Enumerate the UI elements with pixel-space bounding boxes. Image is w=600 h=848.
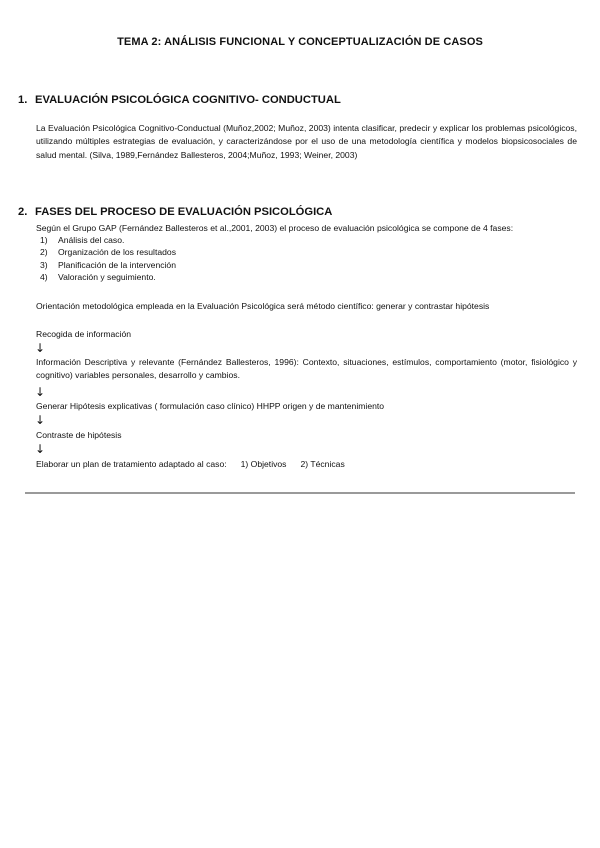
step-plan: [36, 458, 345, 470]
step-contraste: Contraste de hipótesis: [36, 430, 122, 440]
list-item: 2) Organización de los resultados: [40, 247, 176, 258]
list-item: 3) Planificación de la intervención: [40, 259, 176, 270]
step-informacion: Información Descriptiva y relevante (Fernández Ballesteros, 1996): Contexto, situaciones, estímulos, comportamiento (motor, fisiológico y cognitivo) variables personales, desarrollo y cambios.: [36, 357, 577, 380]
step-plan-objetivos: 1) Objetivos: [240, 459, 287, 469]
orientation-text: Orientación metodológica empleada en la Evaluación Psicológica será método científico: generar y contrastar hipótesis: [36, 301, 490, 311]
step-recogida: Recogida de información: [36, 329, 132, 339]
horizontal-divider: [25, 492, 575, 494]
section-2-number: 2.: [18, 206, 28, 218]
section-2-intro: Según el Grupo GAP (Fernández Ballesteros et al.,2001, 2003) el proceso de evaluación psicológica se compone de 4 fases:: [36, 223, 514, 233]
down-arrow-icon: ↓: [35, 385, 46, 399]
down-arrow-icon: ↓: [35, 442, 46, 456]
phases-list: [36, 234, 176, 284]
list-item: 4) Valoración y seguimiento.: [40, 272, 156, 283]
section-1-paragraph: La Evaluación Psicológica Cognitivo-Conductual (Muñoz,2002; Muñoz, 2003) intenta clasificar, predecir y explicar los problemas psicológicos, utilizando múltiples estrategias de evaluación, y caracterizándose por el uso de una metodología científica y modelos biopsicosociales de salud mental. (Silva, 1989,Fernández Ballesteros, 2004;Muñoz, 1993; Weiner, 2003): [36, 123, 577, 160]
section-2-heading: [18, 206, 332, 218]
list-item: 1) Análisis del caso.: [40, 235, 125, 245]
step-plan-tecnicas: 2) Técnicas: [300, 459, 345, 469]
section-1-heading: [18, 94, 341, 106]
down-arrow-icon: ↓: [35, 341, 46, 355]
section-1-title: EVALUACIÓN PSICOLÓGICA COGNITIVO- CONDUCTUAL: [35, 94, 341, 106]
section-2-title: FASES DEL PROCESO DE EVALUACIÓN PSICOLÓGICA: [35, 206, 333, 218]
section-1-number: 1.: [18, 94, 28, 106]
document-title: TEMA 2: ANÁLISIS FUNCIONAL Y CONCEPTUALIZACIÓN DE CASOS: [117, 36, 483, 48]
step-plan-text: Elaborar un plan de tratamiento adaptado al caso:: [36, 459, 227, 469]
down-arrow-icon: ↓: [35, 413, 46, 427]
step-hipotesis: Generar Hipótesis explicativas ( formulación caso clínico) HHPP origen y de mantenimiento: [36, 401, 385, 411]
